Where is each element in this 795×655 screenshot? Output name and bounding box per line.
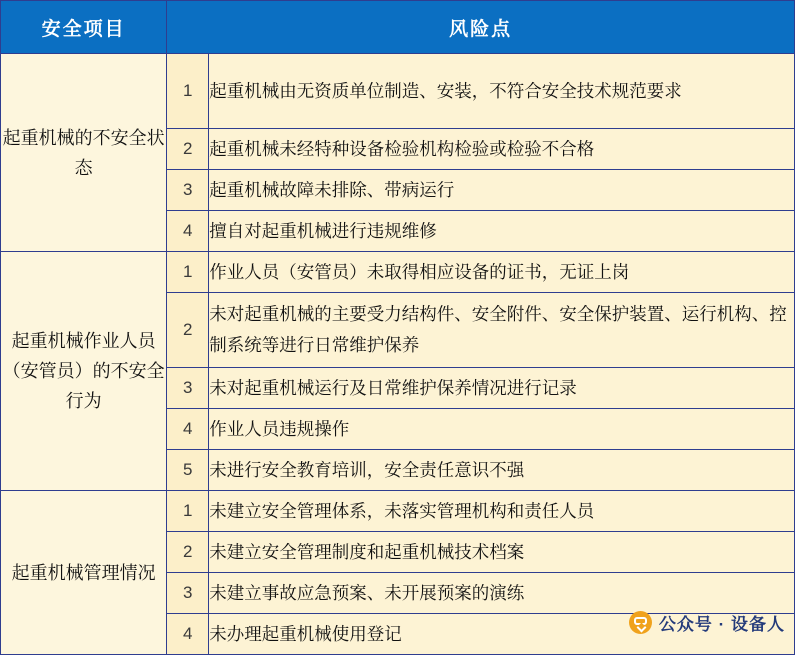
header-category: 安全项目 (1, 1, 167, 54)
row-number: 2 (167, 293, 209, 368)
row-number: 4 (167, 614, 209, 655)
header-risk: 风险点 (167, 1, 795, 54)
row-number: 4 (167, 409, 209, 450)
table-row (1, 252, 795, 293)
table-row (1, 491, 795, 532)
row-number: 1 (167, 491, 209, 532)
table-header-row (1, 1, 795, 54)
risk-text: 未建立安全管理体系，未落实管理机构和责任人员 (209, 491, 795, 532)
risk-text: 未对起重机械运行及日常维护保养情况进行记录 (209, 368, 795, 409)
row-number: 3 (167, 573, 209, 614)
row-number: 4 (167, 211, 209, 252)
category-cell: 起重机械作业人员（安管员）的不安全行为 (1, 252, 167, 491)
risk-text: 起重机械故障未排除、带病运行 (209, 170, 795, 211)
category-cell: 起重机械的不安全状态 (1, 54, 167, 252)
risk-text: 未进行安全教育培训，安全责任意识不强 (209, 450, 795, 491)
table-body (1, 54, 795, 655)
row-number: 3 (167, 368, 209, 409)
risk-text: 未建立安全管理制度和起重机械技术档案 (209, 532, 795, 573)
category-cell: 起重机械管理情况 (1, 491, 167, 655)
risk-text: 起重机械由无资质单位制造、安装，不符合安全技术规范要求 (209, 54, 795, 129)
risk-text: 作业人员违规操作 (209, 409, 795, 450)
risk-text: 起重机械未经特种设备检验机构检验或检验不合格 (209, 129, 795, 170)
risk-text: 作业人员（安管员）未取得相应设备的证书，无证上岗 (209, 252, 795, 293)
row-number: 3 (167, 170, 209, 211)
row-number: 1 (167, 54, 209, 129)
risk-text: 未对起重机械的主要受力结构件、安全附件、安全保护装置、运行机构、控制系统等进行日常维护保养 (209, 293, 795, 368)
watermark-label: 公众号 · 设备人 (658, 615, 785, 634)
row-number: 1 (167, 252, 209, 293)
row-number: 2 (167, 129, 209, 170)
risk-text: 未办理起重机械使用登记 (209, 614, 795, 655)
risk-text: 未建立事故应急预案、未开展预案的演练 (209, 573, 795, 614)
row-number: 2 (167, 532, 209, 573)
table-row (1, 54, 795, 129)
row-number: 5 (167, 450, 209, 491)
risk-text: 擅自对起重机械进行违规维修 (209, 211, 795, 252)
